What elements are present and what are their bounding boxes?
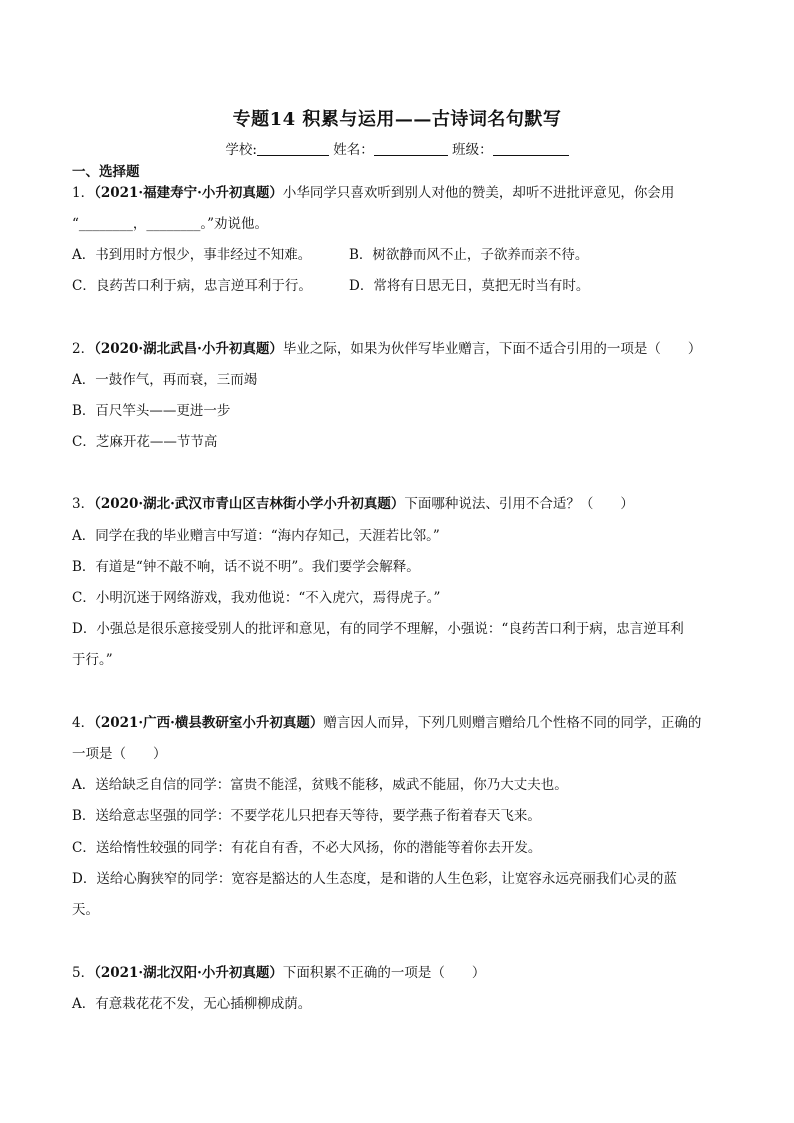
question-source: （2021·湖北汉阳·小升初真题） [94,965,283,981]
question-number: 3． [72,496,95,512]
question-3-stem [72,494,634,514]
question-4-stem-2: 一项是（ ） [72,746,167,762]
option-a[interactable]: A．有意栽花花不发，无心插柳柳成荫。 [72,996,312,1012]
question-number: 4． [72,715,95,731]
question-1-options-row-1 [72,245,722,265]
option-a[interactable]: A．书到用时方恨少，事非经过不知难。 [72,247,312,263]
question-text: 毕业之际，如果为伙伴写毕业赠言，下面不适合引用的一项是（ ） [282,341,702,357]
option-d-continued: 于行。” [72,652,113,668]
class-label: 班级： [452,142,493,158]
option-a[interactable]: A．同学在我的毕业赠言中写道：“海内存知己，天涯若比邻。” [72,528,440,544]
question-text: 赠言因人而异，下列几则赠言赠给几个性格不同的同学，正确的 [323,715,702,731]
option-c[interactable]: C．芝麻开花——节节高 [72,434,218,450]
option-d[interactable]: D．小强总是很乐意接受别人的批评和意见，有的同学不理解，小强说：“良药苦口利于病，忠言逆耳利 [72,621,684,637]
option-d-continued: 天。 [72,902,99,918]
option-c[interactable]: C．小明沉迷于网络游戏，我劝他说：“不入虎穴，焉得虎子。” [72,590,441,606]
question-number: 5． [72,965,95,981]
name-blank[interactable] [374,141,448,156]
option-b[interactable]: B．有道是“钟不敲不响，话不说不明”。我们要学会解释。 [72,559,420,575]
question-text: 小华同学只喜欢听到别人对他的赞美，却听不进批评意见，你会用 [282,185,675,201]
option-a[interactable]: A．送给缺乏自信的同学：富贵不能淫，贫贱不能移，威武不能屈，你乃大丈夫也。 [72,777,568,793]
question-number: 1． [72,185,95,201]
question-source: （2020·湖北·武汉市青山区吉林街小学小升初真题） [94,496,405,512]
question-text: 下面积累不正确的一项是（ ） [282,965,486,981]
option-d[interactable]: D．常将有日思无日，莫把无时当有时。 [349,278,590,294]
question-source: （2021·广西·横县教研室小升初真题） [94,715,324,731]
question-source: （2020·湖北武昌·小升初真题） [94,341,283,357]
option-b[interactable]: B．百尺竿头——更进一步 [72,403,231,419]
question-1-stem-2: “________，________。”劝说他。 [72,216,269,232]
option-c[interactable]: C．送给惰性较强的同学：有花自有香，不必大风扬，你的潜能等着你去开发。 [72,840,542,856]
option-b[interactable]: B．树欲静而风不止，子欲养而亲不待。 [349,247,589,263]
option-d[interactable]: D．送给心胸狭窄的同学：宽容是豁达的人生态度，是和谐的人生色彩，让宽容永远亮丽我们心灵的蓝 [72,871,677,887]
section-title: 一、选择题 [72,164,140,180]
question-2-stem [72,339,701,359]
question-4-stem [72,713,701,733]
name-label: 姓名： [333,142,374,158]
option-b[interactable]: B．送给意志坚强的同学：不要学花儿只把春天等待，要学燕子衔着春天飞来。 [72,808,541,824]
class-blank[interactable] [493,141,569,156]
question-source: （2021·福建寿宁·小升初真题） [94,185,283,201]
school-blank[interactable] [257,141,329,156]
option-a[interactable]: A．一鼓作气，再而衰，三而竭 [72,372,258,388]
page-title: 专题14 积累与运用——古诗词名句默写 [232,109,562,130]
question-text: 下面哪种说法、引用不合适？（ ） [404,496,634,512]
question-5-stem [72,963,485,983]
school-label: 学校: [225,142,257,158]
question-1-options-row-2 [72,276,722,296]
question-1-stem [72,183,674,203]
option-c[interactable]: C．良药苦口利于病，忠言逆耳利于行。 [72,278,312,294]
question-number: 2． [72,341,95,357]
student-info-line [0,138,794,158]
